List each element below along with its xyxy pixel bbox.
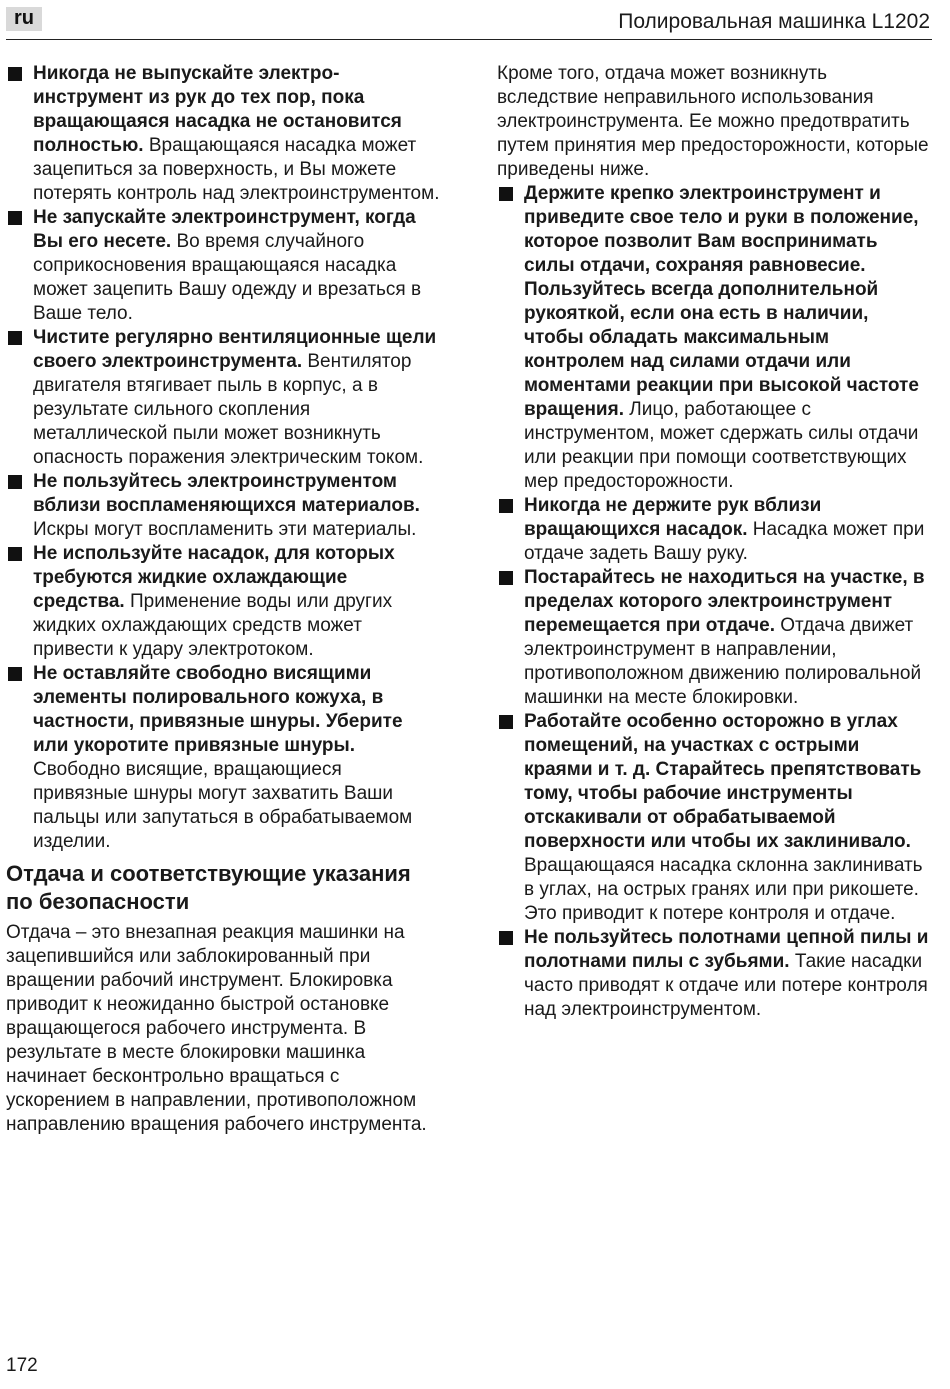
intro-paragraph: Кроме того, отдача может возникнуть вследствие неправильного использования электроинструмента. Ее можно предотвратить путем принятия мер предосторожности, которые приведены ниже. <box>497 63 929 180</box>
square-bullet-icon <box>499 187 513 201</box>
square-bullet-icon <box>499 499 513 513</box>
safety-item <box>497 182 929 494</box>
square-bullet-icon <box>8 475 22 489</box>
safety-item-text: Отдача движет электроинструмент в направлении, противоположном движению полировальной машинки на месте блокировки. <box>524 615 922 708</box>
safety-item-bold: Работайте особенно осторожно в углах помещений, на участках с острыми краями и т. д. Старайтесь препятствовать тому, чтобы рабочие инструменты отскакивали от обрабатываемой поверхности или чтобы их заклинивало. <box>524 711 922 852</box>
safety-item <box>6 470 440 542</box>
section-heading: Отдача и соответствующие указания по безопасности <box>6 861 411 914</box>
square-bullet-icon <box>8 211 22 225</box>
safety-item-text: Во время случайного соприкосновения вращающаяся насадка может зацепить Вашу одежду и врезаться в Ваше тело. <box>33 231 422 324</box>
section-paragraph: Отдача – это внезапная реакция машинки на зацепившийся или заблокированный при вращении рабочий инструмент. Блокировка приводит к неожиданно быстрой остановке вращающегося рабочего инструмента. В результате в месте блокировки машинка начинает бесконтрольно вращаться с ускорением в направлении, противоположном направлению вращения рабочего инструмента. <box>6 922 427 1135</box>
safety-item-bold: Держите крепко электроинструмент и приведите свое тело и руки в положение, которое позволит Вам воспринимать силы отдачи, сохраняя равновесие. Пользуйтесь всегда дополнительной рукояткой, если она есть в наличии, чтобы обладать максимальным контролем над силами отдачи или моментами реакции при высокой частоте вращения. <box>524 183 919 420</box>
safety-item-text: Применение воды или других жидких охлаждающих средств может привести к удару электротоком. <box>33 591 393 660</box>
safety-item <box>6 542 440 662</box>
language-badge: ru <box>6 7 42 31</box>
left-column <box>6 62 440 1137</box>
safety-item-text: Лицо, работающее с инструментом, может сдержать силы отдачи или реакции при помощи соответствующих мер предосторожности. <box>524 399 919 492</box>
safety-item-bold: Не пользуйтесь полотнами цепной пилы и полотнами пилы с зубьями. <box>524 927 929 972</box>
safety-item <box>497 710 929 926</box>
safety-item-bold: Никогда не выпускайте электроинструмент из рук до тех пор, пока вращающаяся насадка не остановится полностью. <box>33 63 402 156</box>
safety-item <box>6 206 440 326</box>
safety-item <box>6 62 440 206</box>
header-divider <box>6 39 932 40</box>
safety-item-bold: Не пользуйтесь электроинструментом вблизи воспламеняющихся материалов. <box>33 471 420 516</box>
safety-item-text: Такие насадки часто приводят к отдаче или потере контроля над электроинструментом. <box>524 951 928 1020</box>
page-number: 172 <box>6 1355 38 1376</box>
safety-item-text: Искры могут воспламенить эти материалы. <box>33 519 417 540</box>
safety-item <box>497 494 929 566</box>
safety-item-text: Свободно висящие, вращающиеся привязные шнуры могут захватить Ваши пальцы или запутаться в обрабатываемом изделии. <box>33 759 413 852</box>
safety-item <box>497 926 929 1022</box>
safety-item-text: Вентилятор двигателя втягивает пыль в корпус, а в результате сильного скопления металлической пыли может возникнуть опасность поражения электрическим током. <box>33 351 424 468</box>
square-bullet-icon <box>8 67 22 81</box>
safety-item-text: Вращающаяся насадка склонна заклинивать в углах, на острых гранях или при рикошете. Это приводит к потере контроля и отдаче. <box>524 855 923 924</box>
square-bullet-icon <box>499 571 513 585</box>
safety-item <box>6 662 440 854</box>
safety-item-text: Насадка может при отдаче задеть Вашу руку. <box>524 519 925 564</box>
safety-item-bold: Никогда не держите рук вблизи вращающихся насадок. <box>524 495 822 540</box>
safety-item <box>497 566 929 710</box>
safety-item-bold: Не запускайте электроинструмент, когда Вы его несете. <box>33 207 416 252</box>
safety-item-text: Вращающаяся насадка может зацепиться за поверхность, и Вы можете потерять контроль над электроинструментом. <box>33 135 440 204</box>
square-bullet-icon <box>499 715 513 729</box>
square-bullet-icon <box>8 331 22 345</box>
safety-item-bold: Чистите регулярно вентиляционные щели своего электроинструмента. <box>33 327 437 372</box>
square-bullet-icon <box>8 667 22 681</box>
square-bullet-icon <box>8 547 22 561</box>
right-column <box>497 62 929 1022</box>
page-header-title: Полировальная машинка L1202 <box>618 10 930 33</box>
safety-item <box>6 326 440 470</box>
safety-item-bold: Постарайтесь не находиться на участке, в пределах которого электроинструмент перемещается при отдаче. <box>524 567 925 636</box>
square-bullet-icon <box>499 931 513 945</box>
safety-item-bold: Не оставляйте свободно висящими элементы полировального кожуха, в частности, привязные шнуры. Уберите или укоротите привязные шнуры. <box>33 663 403 756</box>
safety-item-bold: Не используйте насадок, для которых требуются жидкие охлаждающие средства. <box>33 543 395 612</box>
